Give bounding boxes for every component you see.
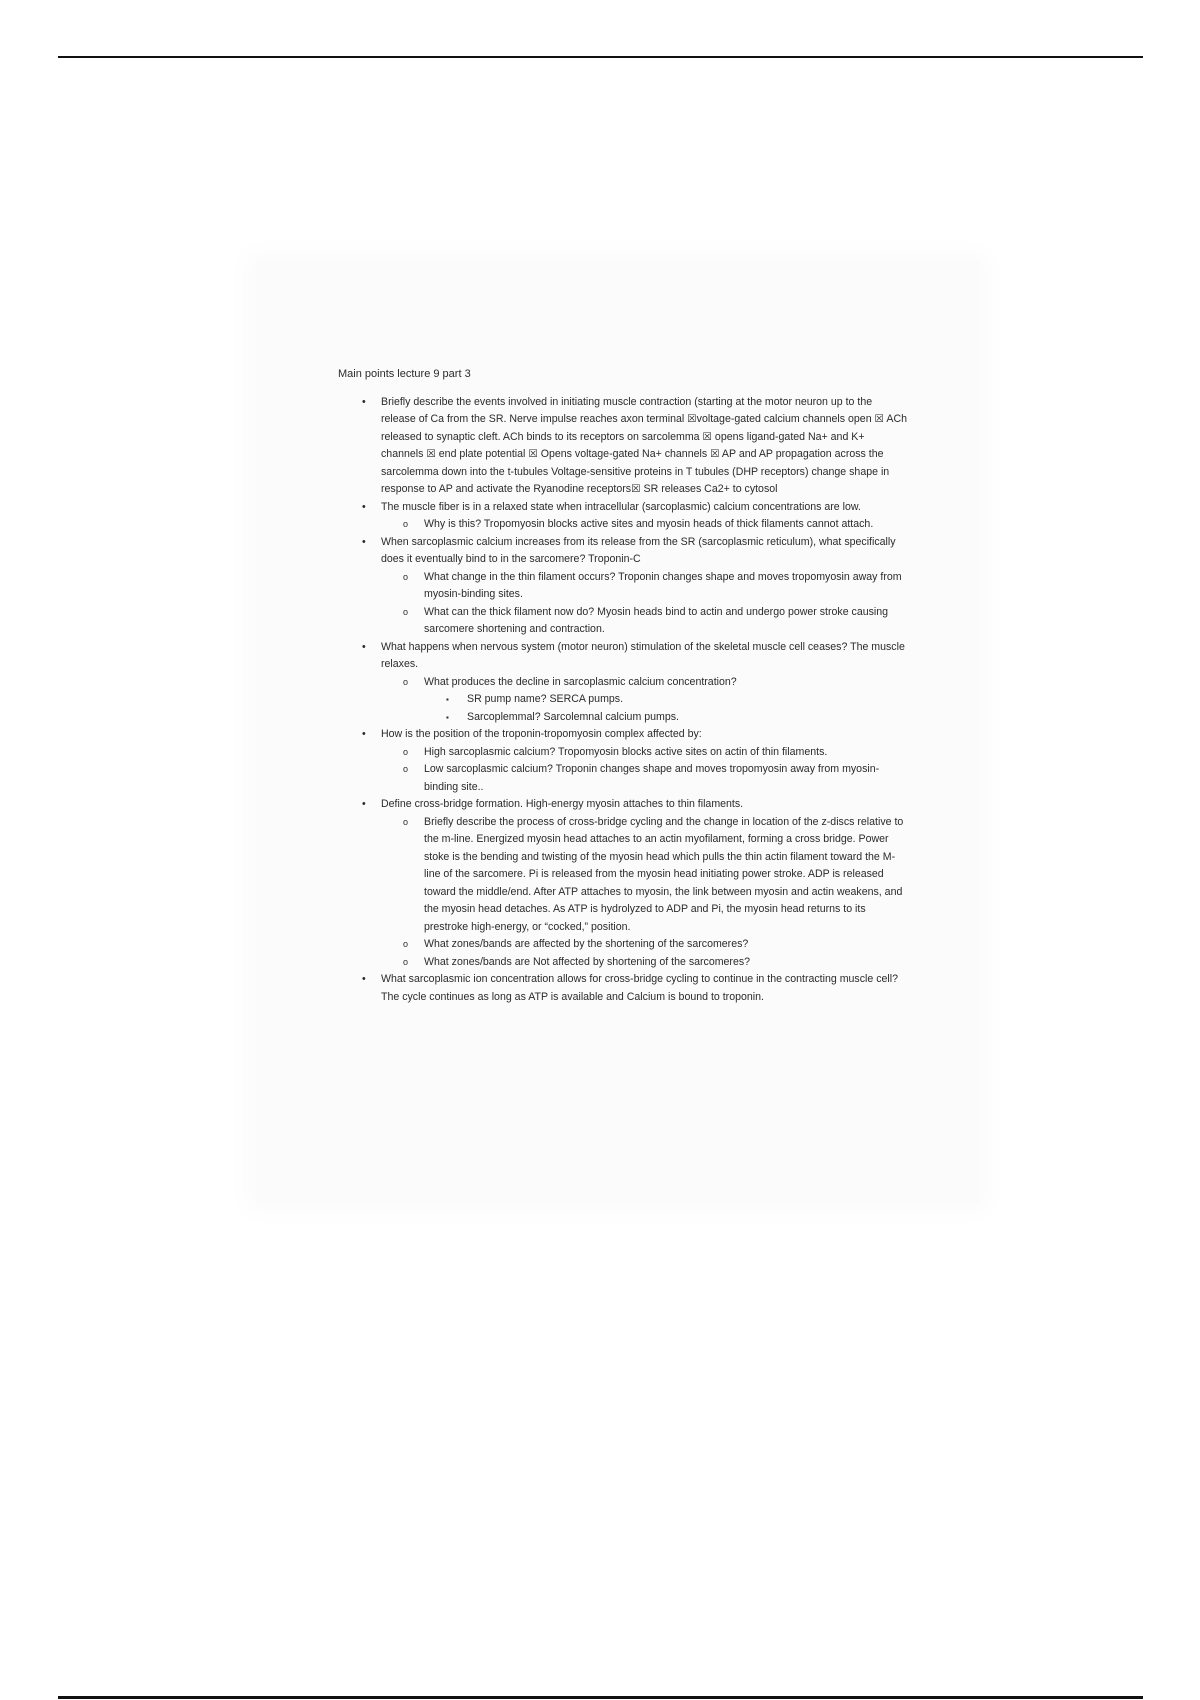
bullet-marker: o xyxy=(403,956,409,967)
sub-list-item xyxy=(381,761,908,796)
bullet-marker: o xyxy=(403,746,409,757)
list-item xyxy=(338,726,908,796)
list-item xyxy=(338,971,908,1006)
sub-list-item xyxy=(381,744,908,762)
list-item xyxy=(338,499,908,534)
sub-list-item-text: What change in the thin filament occurs? Troponin changes shape and moves tropomyosin away from myosin-binding sites. xyxy=(424,570,902,600)
sub-bullet-list xyxy=(381,674,908,727)
sub-list-item-text: What can the thick filament now do? Myosin heads bind to actin and undergo power stroke causing sarcomere shortening and contraction. xyxy=(424,605,889,635)
sub-bullet-list xyxy=(381,814,908,972)
sub-sub-bullet-list xyxy=(424,691,908,726)
sub-list-item-text: What zones/bands are affected by the shortening of the sarcomeres? xyxy=(424,938,749,950)
bullet-marker: ▪ xyxy=(446,695,449,704)
list-item xyxy=(338,394,908,499)
bullet-marker: o xyxy=(403,519,409,529)
sub-list-item xyxy=(381,954,908,972)
sub-list-item-text: Why is this? Tropomyosin blocks active sites and myosin heads of thick filaments cannot attach. xyxy=(424,518,874,530)
footer-rule xyxy=(58,1696,1143,1699)
bullet-marker: o xyxy=(403,606,409,617)
main-bullet-list xyxy=(338,394,908,1007)
list-item-text: What happens when nervous system (motor neuron) stimulation of the skeletal muscle cell ceases? The muscle relaxes. xyxy=(381,640,905,670)
bullet-marker: ▪ xyxy=(446,712,449,722)
bullet-marker: o xyxy=(403,676,409,687)
sub-sub-list-item xyxy=(424,691,908,709)
sub-sub-list-item-text: SR pump name? SERCA pumps. xyxy=(467,693,624,705)
bullet-marker: o xyxy=(403,816,409,827)
sub-list-item xyxy=(381,604,908,639)
page-title: Main points lecture 9 part 3 xyxy=(338,368,471,380)
bullet-marker: o xyxy=(403,764,409,774)
sub-list-item xyxy=(381,516,908,534)
bullet-marker: • xyxy=(362,728,366,740)
bullet-marker: • xyxy=(362,500,366,513)
list-item-text: The muscle fiber is in a relaxed state when intracellular (sarcoplasmic) calcium concentrations are low. xyxy=(381,500,861,513)
bullet-marker: • xyxy=(362,798,366,810)
sub-list-item xyxy=(381,674,908,727)
list-item-text: What sarcoplasmic ion concentration allows for cross-bridge cycling to continue in the contracting muscle cell? The cycle continues as long as ATP is available and Calcium is bound to troponin. xyxy=(381,973,898,1003)
document-content xyxy=(338,366,908,1006)
sub-sub-list-item-text: Sarcoplemmal? Sarcolemnal calcium pumps. xyxy=(467,710,679,723)
bullet-marker: o xyxy=(403,939,409,949)
list-item xyxy=(338,796,908,971)
sub-list-item-text: High sarcoplasmic calcium? Tropomyosin blocks active sites on actin of thin filaments. xyxy=(424,745,828,758)
sub-bullet-list xyxy=(381,516,908,534)
list-item-text: How is the position of the troponin-tropomyosin complex affected by: xyxy=(381,728,702,740)
sub-list-item-text: Briefly describe the process of cross-bridge cycling and the change in location of the z-discs relative to the m-line. Energized myosin head attaches to an actin myofilament, forming a cross bridge. Power stoke is the bending and twisting of the myosin head which pulls the thin actin filament toward the M-line of the sarcomere. Pi is released from the myosin head initiating power stroke. ADP is released toward the middle/end. After ATP attaches to myosin, the link between myosin and actin weakens, and the myosin head detaches. As ATP is hydrolyzed to ADP and Pi, the myosin head returns to its prestroke high-energy, or “cocked,” position. xyxy=(424,815,904,933)
list-item-text: When sarcoplasmic calcium increases from its release from the SR (sarcoplasmic reticulum), what specifically does it eventually bind to in the sarcomere? Troponin-C xyxy=(381,535,896,565)
list-item-text: Define cross-bridge formation. High-energy myosin attaches to thin filaments. xyxy=(381,798,744,810)
bullet-marker: • xyxy=(362,395,366,408)
sub-bullet-list xyxy=(381,569,908,639)
sub-sub-list-item xyxy=(424,709,908,727)
list-item-text: Briefly describe the events involved in initiating muscle contraction (starting at the motor neuron up to the release of Ca from the SR. Nerve impulse reaches axon terminal ☒voltage-gated calcium channels open ☒ ACh released to synaptic cleft. ACh binds to its receptors on sarcolemma ☒ opens ligand-gated Na+ and K+ channels ☒ end plate potential ☒ Opens voltage-gated Na+ channels ☒ AP and AP propagation across the sarcolemma down into the t-tubules Voltage-sensitive proteins in T tubules (DHP receptors) change shape in response to AP and activate the Ryanodine receptors☒ SR releases Ca2+ to cytosol xyxy=(381,395,907,495)
bullet-marker: o xyxy=(403,571,409,582)
sub-list-item-text: Low sarcoplasmic calcium? Troponin changes shape and moves tropomyosin away from myosin-binding site.. xyxy=(424,763,880,793)
bullet-marker: • xyxy=(362,535,366,548)
sub-list-item xyxy=(381,569,908,604)
sub-bullet-list xyxy=(381,744,908,797)
sub-list-item-text: What produces the decline in sarcoplasmic calcium concentration? xyxy=(424,675,737,688)
list-item xyxy=(338,534,908,639)
sub-list-item xyxy=(381,814,908,937)
list-item xyxy=(338,639,908,727)
header-rule xyxy=(58,56,1143,58)
bullet-marker: • xyxy=(362,973,366,985)
bullet-marker: • xyxy=(362,640,366,653)
sub-list-item xyxy=(381,936,908,954)
sub-list-item-text: What zones/bands are Not affected by shortening of the sarcomeres? xyxy=(424,955,751,968)
